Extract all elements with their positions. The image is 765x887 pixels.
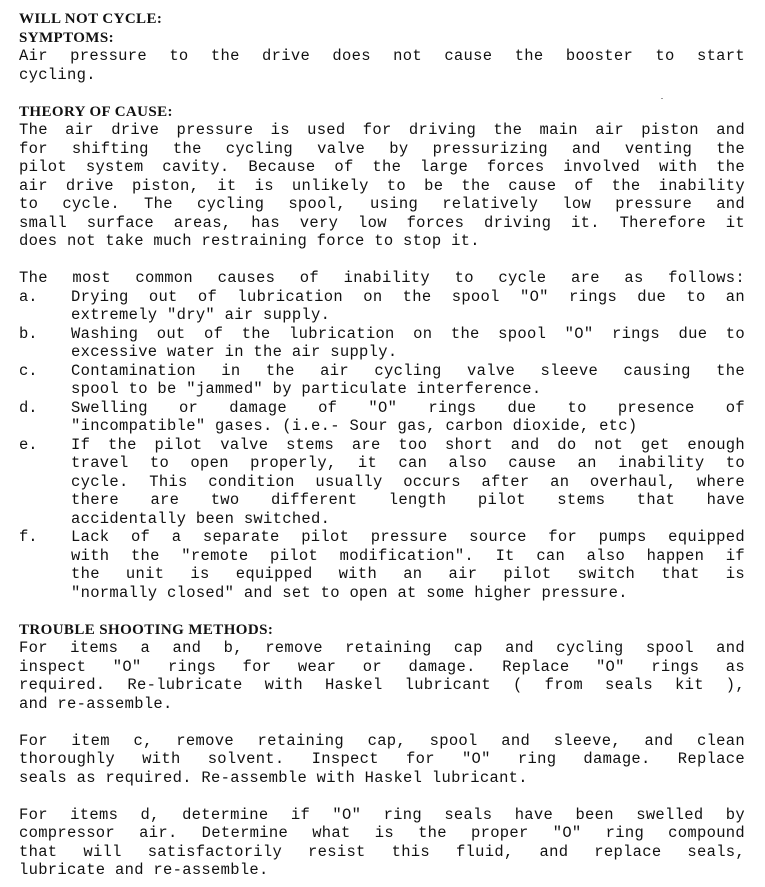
cause-item-e bbox=[19, 436, 745, 529]
causes-intro: The most common causes of inability to cycle are as follows: bbox=[19, 269, 745, 287]
item-line: Lack of a separate pilot pressure source for pumps equipped bbox=[71, 528, 745, 546]
symptoms-line: Air pressure to the drive does not cause the booster to start bbox=[19, 47, 745, 65]
cause-item-f bbox=[19, 528, 745, 602]
item-marker: d. bbox=[19, 398, 38, 417]
troubleshooting-line: that will satisfactorily resist this fluid, and replace seals, bbox=[19, 842, 745, 861]
cause-item-d bbox=[19, 399, 745, 436]
item-line: the unit is equipped with an air pilot switch that is bbox=[71, 565, 745, 583]
item-line: spool to be "jammed" by particulate interference. bbox=[71, 380, 542, 398]
item-line: Contamination in the air cycling valve sleeve causing the bbox=[71, 361, 745, 380]
troubleshooting-line: lubricate and re-assemble. bbox=[19, 861, 269, 879]
cause-item-b bbox=[19, 325, 745, 362]
cause-item-c bbox=[19, 362, 745, 399]
item-marker: a. bbox=[19, 287, 38, 306]
theory-line: pilot system cavity. Because of the large forces involved with the bbox=[19, 158, 745, 176]
item-marker: b. bbox=[19, 324, 38, 343]
troubleshooting-line: For items d, determine if "O" ring seals have been swelled by bbox=[19, 805, 745, 824]
theory-line: to cycle. The cycling spool, using relatively low pressure and bbox=[19, 195, 745, 213]
theory-line: air drive piston, it is unlikely to be the cause of the inability bbox=[19, 176, 745, 195]
troubleshooting-line: thoroughly with solvent. Inspect for "O" ring damage. Replace bbox=[19, 750, 745, 768]
item-line: Washing out of the lubrication on the spool "O" rings due to bbox=[71, 324, 745, 343]
item-marker: e. bbox=[19, 435, 38, 454]
cause-item-a bbox=[19, 288, 745, 325]
item-line: excessive water in the air supply. bbox=[71, 343, 398, 361]
item-marker: c. bbox=[19, 361, 38, 380]
item-line: cycle. This condition usually occurs after an overhaul, where bbox=[71, 472, 745, 491]
theory-line: small surface areas, has very low forces driving it. Therefore it bbox=[19, 213, 745, 232]
item-line: "normally closed" and set to open at some higher pressure. bbox=[71, 583, 628, 602]
theory-line: does not take much restraining force to stop it. bbox=[19, 232, 480, 250]
item-line: there are two different length pilot stems that have bbox=[71, 491, 745, 509]
troubleshooting-line: For items a and b, remove retaining cap and cycling spool and bbox=[19, 639, 745, 657]
item-line: travel to open properly, it can also cause an inability to bbox=[71, 454, 745, 472]
troubleshooting-line: For item c, remove retaining cap, spool and sleeve, and clean bbox=[19, 731, 745, 750]
troubleshooting-line: inspect "O" rings for wear or damage. Replace "O" rings as bbox=[19, 657, 745, 676]
section-title: WILL NOT CYCLE: bbox=[19, 11, 163, 27]
item-line: Drying out of lubrication on the spool "O" rings due to an bbox=[71, 287, 745, 306]
symptoms-heading: SYMPTOMS: bbox=[19, 29, 114, 46]
item-line: If the pilot valve stems are too short and do not get enough bbox=[71, 435, 745, 454]
troubleshooting-line: seals as required. Re-assemble with Haskel lubricant. bbox=[19, 768, 528, 787]
theory-line: for shifting the cycling valve by pressurizing and venting the bbox=[19, 139, 745, 158]
item-line: extremely "dry" air supply. bbox=[71, 306, 331, 324]
troubleshooting-line: required. Re-lubricate with Haskel lubricant ( from seals kit ), bbox=[19, 676, 745, 694]
troubleshooting-line: compressor air. Determine what is the proper "O" ring compound bbox=[19, 824, 745, 842]
document-page bbox=[19, 10, 745, 880]
item-line: accidentally been switched. bbox=[71, 509, 331, 528]
item-line: with the "remote pilot modification". It can also happen if bbox=[71, 546, 745, 565]
troubleshooting-heading: TROUBLE SHOOTING METHODS: bbox=[19, 621, 274, 638]
theory-heading: THEORY OF CAUSE: bbox=[19, 103, 173, 120]
troubleshooting-line: and re-assemble. bbox=[19, 694, 173, 713]
theory-line: The air drive pressure is used for driving the main air piston and bbox=[19, 121, 745, 139]
item-marker: f. bbox=[19, 528, 38, 546]
item-line: Swelling or damage of "O" rings due to presence of bbox=[71, 398, 745, 417]
symptoms-line: cycling. bbox=[19, 65, 96, 84]
item-line: "incompatible" gases. (i.e.- Sour gas, carbon dioxide, etc) bbox=[71, 417, 638, 435]
